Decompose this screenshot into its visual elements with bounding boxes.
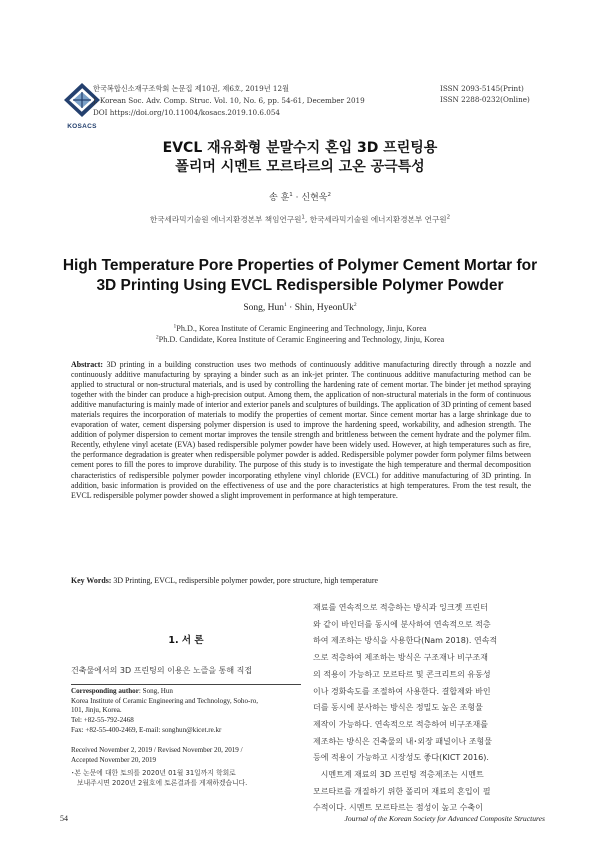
issn-online: ISSN 2288-0232(Online) xyxy=(440,95,530,104)
author-separator: · xyxy=(286,303,295,313)
author-2-marker: 2 xyxy=(327,192,331,198)
page-number: 54 xyxy=(60,814,68,823)
english-affiliation-1-text: Ph.D., Korea Institute of Ceramic Engineering and Technology, Jinju, Korea xyxy=(176,324,427,333)
english-affiliation-2-text: Ph.D. Candidate, Korea Institute of Ceramic Engineering and Technology, Jinju, Korea xyxy=(158,335,445,344)
author-2-marker: 2 xyxy=(353,301,357,308)
right-line: 의 적용이 가능하고 모르타르 및 콘크리트의 유동성 xyxy=(313,669,491,679)
affiliation-2-marker: 2 xyxy=(446,214,451,221)
english-affiliation-1 xyxy=(0,324,600,333)
footnote-divider xyxy=(71,684,301,685)
affiliation-1-marker: 1 xyxy=(301,214,305,221)
english-authors xyxy=(0,303,600,313)
author-1-marker: 1 xyxy=(289,192,293,198)
section-heading-introduction: 1. 서 론 xyxy=(168,635,204,646)
author-separator: · xyxy=(292,193,302,203)
corresponding-fax-email: Fax: +82-55-400-2469, E-mail: songhun@kicet.re.kr xyxy=(71,725,222,734)
english-title-line1: High Temperature Pore Properties of Polymer Cement Mortar for xyxy=(62,257,538,274)
right-line: 등에 적용이 가능하고 시장성도 좋다(KICT 2016). xyxy=(313,753,489,763)
corresponding-name: : Song, Hun xyxy=(138,687,173,695)
english-author-2: Shin, HyeonUk xyxy=(294,303,354,313)
korean-affiliation-2: 한국세라믹기술원 에너지환경본부 연구원 xyxy=(309,215,447,224)
right-line: 하여 제조하는 방식을 사용한다(Nam 2018). 연속적 xyxy=(313,636,498,646)
author-1-marker: 1 xyxy=(284,301,287,308)
note-line-2: 보내주시면 2020년 2월호에 토론결과를 게재하겠습니다. xyxy=(77,778,248,787)
right-column-text xyxy=(313,600,545,817)
keywords-text: 3D Printing, EVCL, redispersible polymer powder, pore structure, high temperature xyxy=(111,576,378,585)
abstract-label: Abstract: xyxy=(71,360,103,369)
introduction-paragraph-start: 건축물에서의 3D 프린팅의 이용은 노즐을 통해 직접 xyxy=(71,666,253,675)
right-line: 더를 동시에 분사하는 방식은 정밀도 높은 조형물 xyxy=(313,703,483,713)
journal-info-english: J. Korean Soc. Adv. Comp. Struc. Vol. 10, No. 6, pp. 54-61, December 2019 xyxy=(93,96,365,105)
korean-affiliations xyxy=(0,214,600,225)
right-line: 이나 경화속도를 조절하여 사용한다. 결합제와 바인 xyxy=(313,686,491,696)
doi-link[interactable]: DOI https://doi.org/10.11004/kosacs.2019.10.6.054 xyxy=(93,108,280,117)
keywords-label: Key Words: xyxy=(71,576,112,585)
korean-authors xyxy=(0,190,600,203)
right-line: 으로 적층하여 제조하는 방식은 구조재나 비구조재 xyxy=(313,653,489,663)
korean-author-1: 송 훈 xyxy=(269,193,290,203)
corresponding-label: Corresponding author xyxy=(71,687,139,695)
korean-author-2: 신현욱 xyxy=(301,193,328,203)
journal-info-korean: 한국복합신소재구조학회 논문집 제10권, 제6호, 2019년 12월 xyxy=(93,84,290,93)
korean-title-line1: EVCL 재유화형 분말수지 혼입 3D 프린팅용 xyxy=(162,140,438,156)
right-line: 와 같이 바인더를 동시에 분사하여 연속적으로 적층 xyxy=(313,619,491,629)
manuscript-dates xyxy=(71,745,303,765)
right-line: 수적이다. 시멘트 모르타르는 점성이 높고 수축이 xyxy=(313,803,483,813)
affiliation-2-marker: 2 xyxy=(155,334,159,341)
corresponding-address-2: 101, Jinju, Korea. xyxy=(71,706,122,715)
right-line: 제조하는 방식은 건축물의 내･외장 패널이나 조형물 xyxy=(313,736,493,746)
korean-title xyxy=(0,139,600,177)
note-line-1: ･본 논문에 대한 토의를 2020년 01월 31일까지 학회로 xyxy=(71,769,236,777)
right-line: 재료를 연속적으로 적층하는 방식과 잉크젯 프린터 xyxy=(313,603,489,612)
discussion-note xyxy=(71,769,303,788)
korean-title-line2: 폴리머 시멘트 모르타르의 고온 공극특성 xyxy=(175,159,425,175)
right-line: 시멘트계 재료의 3D 프린팅 적층제조는 시멘트 xyxy=(313,770,484,780)
right-line: 모르타르를 개질하기 위한 폴리머 재료의 혼입이 필 xyxy=(313,786,491,796)
affiliation-separator: , xyxy=(304,215,310,224)
english-title xyxy=(0,256,600,296)
logo-text: KOSACS xyxy=(67,123,97,130)
issn-print: ISSN 2093-5145(Print) xyxy=(440,84,524,93)
dates-line-2: Accepted November 20, 2019 xyxy=(71,756,157,764)
english-affiliation-2 xyxy=(0,335,600,344)
korean-affiliation-1: 한국세라믹기술원 에너지환경본부 책임연구원 xyxy=(149,215,302,224)
corresponding-author-block xyxy=(71,687,303,736)
right-line: 제작이 가능하다. 연속적으로 적층하여 비구조재를 xyxy=(313,719,489,729)
corresponding-tel: Tel: +82-55-792-2468 xyxy=(71,716,134,725)
corresponding-address-1: Korea Institute of Ceramic Engineering and Technology, Soho-ro, xyxy=(71,696,259,705)
abstract xyxy=(71,360,531,501)
dates-line-1: Received November 2, 2019 / Revised November 20, 2019 / xyxy=(71,746,243,754)
affiliation-1-marker: 1 xyxy=(173,323,177,330)
journal-footer: Journal of the Korean Society for Advanced Composite Structures xyxy=(344,814,545,823)
abstract-text: 3D printing in a building construction uses two methods of continuously additive manufacturing directly through a nozzle and continuously additive manufacturing by spraying a binder such as an ink-jet printer. The continuous additive manufacturing method can be applied to structural or non-structural materials, and is used by controlling the hardening rate of cement mortar. The binder jet method spraying together with the binder can produce a high-precision output. Among them, the application of non-structural materials in the form of continuous additive manufacturing is mainly made of interior and exterior panels and sculptures of buildings. The application of 3D printing of cement based materials requires the incorporation of materials to modify the properties of cement mortar. Since cement mortar has a large shrinkage due to evaporation of water, cement dispersing polymer dispersion is used to improve the hardening speed, workability, and adhesion strength. The addition of polymer dispersion to cement mortar improves the tensile strength and brittleness between the cement hydrate and the polymer film. Recently, ethylene vinyl acetate (EVA) based redispersible polymer powder have been widely used. However, at high temperatures such as fire, the performance degradation is greater when redispersible polymer powder is added. Redispersible polymer powder form polymer films between cement pores to fill the pores to improve durability. The purpose of this study is to investigate the high temperature and thermal decomposition characteristics of redispersible polymer powder incorporating ethylene vinyl chloride (EVCL) for additive manufacturing of 3D printing. In addition, basic information is provided on the effectiveness of use and the pore characteristics at high temperatures. From the test result, the EVCL redispersible polymer powder showed a slight improvement in performance at high temperature. xyxy=(71,360,532,500)
english-author-1: Song, Hun xyxy=(243,303,285,313)
english-title-line2: 3D Printing Using EVCL Redispersible Polymer Powder xyxy=(96,277,504,294)
keywords xyxy=(71,576,531,585)
